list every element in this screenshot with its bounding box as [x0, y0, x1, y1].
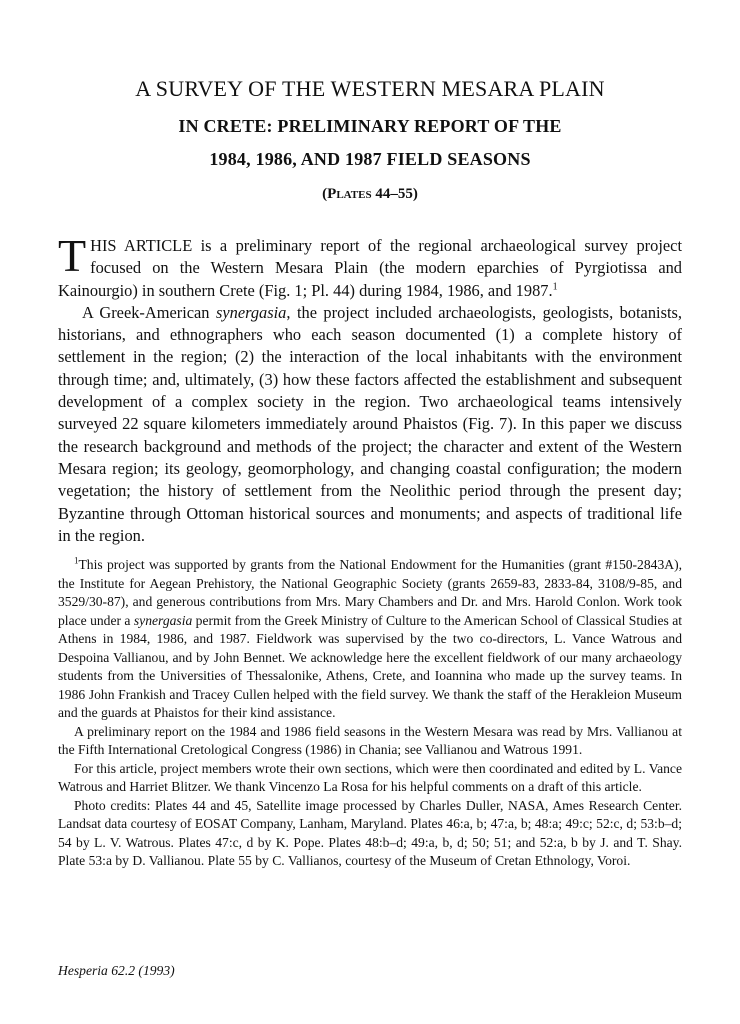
- footnote-paragraph-3: For this article, project members wrote their own sections, which were then coordinated and edited by L. Vance Watrous and Harriet Blitzer. We thank Vincenzo La Rosa for his helpful comments on a draft of this article.: [58, 760, 682, 794]
- footnote-ref-1[interactable]: 1: [552, 281, 558, 293]
- drop-cap: T: [58, 230, 87, 281]
- article-title-line-1: A SURVEY OF THE WESTERN MESARA PLAIN: [135, 76, 605, 101]
- footnote-1-text-b: permit from the Greek Ministry of Culture to the American School of Classical Studies at Athens in 1984, 1986, and 1987. Fieldwork was supervised by the two co-directors, L. Vance Watrous and Despoina Vallianou, and by John Bennet. We acknowledge here the excellent fieldwork of our many archaeology students from the Universities of Thessalonike, Athens, Crete, and Ioannina who made up the survey teams. In 1986 John Frankish and Tracey Cullen helped with the field survey. We thank the staff of the Herakleion Museum and the guards at Phaistos for their kind assistance.: [58, 612, 682, 720]
- plates-range: 44–55): [375, 186, 418, 202]
- plates-reference: [58, 186, 682, 203]
- footnote-paragraph-4: Photo credits: Plates 44 and 45, Satellite image processed by Charles Duller, NASA, Ames Research Center. Landsat data courtesy of EOSAT Company, Lanham, Maryland. Plates 46:a, b; 47:a, b; 48:a; 49:c; 52:c, d; 53:b–d; 54 by L. V. Watrous. Plates 47:c, d by K. Pope. Plates 48:b–d; 49:a, b, d; 50; 51; and 52:a, b by J. and T. Shay. Plate 53:a by D. Vallianou. Plate 55 by C. Vallianos, courtesy of the Museum of Cretan Ethnology, Voroi.: [58, 797, 682, 868]
- paragraph-1-text: HIS ARTICLE is a preliminary report of the regional archaeological survey project focused on the Western Mesara Plain (the modern eparchies of Pyrgiotissa and Kainourgio) in southern Crete (Fig. 1; Pl. 44) during 1984, 1986, and 1987.: [58, 236, 682, 300]
- footnote-1-text-a: This project was supported by grants from the National Endowment for the Humanities (grant #150-2843A), the Institute for Aegean Prehistory, the National Geographic Society (grants 2659-83, 2833-84, 3108/9-85, and 3529/30-87), and generous contributions from Mrs. Mary Chambers and Dr. and Mrs. Harold Conlon. Work took place under a: [58, 557, 682, 628]
- paragraph-2: [58, 302, 682, 547]
- footnotes: [58, 556, 682, 871]
- paragraph-2-italic: synergasia: [215, 302, 287, 322]
- paragraph-1: [58, 230, 682, 302]
- article-title-line-2: IN CRETE: PRELIMINARY REPORT OF THE: [178, 116, 562, 136]
- footnote-1-marker: 1: [74, 555, 79, 566]
- footnote-1-italic: synergasia: [133, 612, 193, 628]
- journal-citation: Hesperia 62.2 (1993): [58, 963, 175, 978]
- article-title-line-3: 1984, 1986, AND 1987 FIELD SEASONS: [209, 149, 531, 169]
- plates-label: Plates: [327, 186, 372, 202]
- paragraph-2-lead: A Greek-American: [82, 302, 216, 322]
- paragraph-2-text: , the project included archaeologists, geologists, botanists, historians, and ethnographers who each season documented (1) a complete history of settlement in the region; (2) the interaction of the local inhabitants with the environment through time; and, ultimately, (3) how these factors affected the establishment and subsequent development of a complex society in the region. Two archaeological teams intensively surveyed 22 square kilometers immediately around Phaistos (Fig. 7). In this paper we discuss the research background and methods of the project; the character and extent of the Western Mesara region; its geology, geomorphology, and changing coastal configuration; the modern vegetation; the history of settlement from the Neolithic period through the present day; Byzantine through Ottoman historical sources and monuments; and aspects of traditional life in the region.: [58, 302, 682, 545]
- footnote-paragraph-2: A preliminary report on the 1984 and 1986 field seasons in the Western Mesara was read by Mrs. Vallianou at the Fifth International Cretological Congress (1986) in Chania; see Vallianou and Watrous 1991.: [58, 723, 682, 757]
- plates-open-paren: (: [322, 186, 328, 202]
- footnote-1: [58, 556, 682, 723]
- article-body: [58, 230, 682, 547]
